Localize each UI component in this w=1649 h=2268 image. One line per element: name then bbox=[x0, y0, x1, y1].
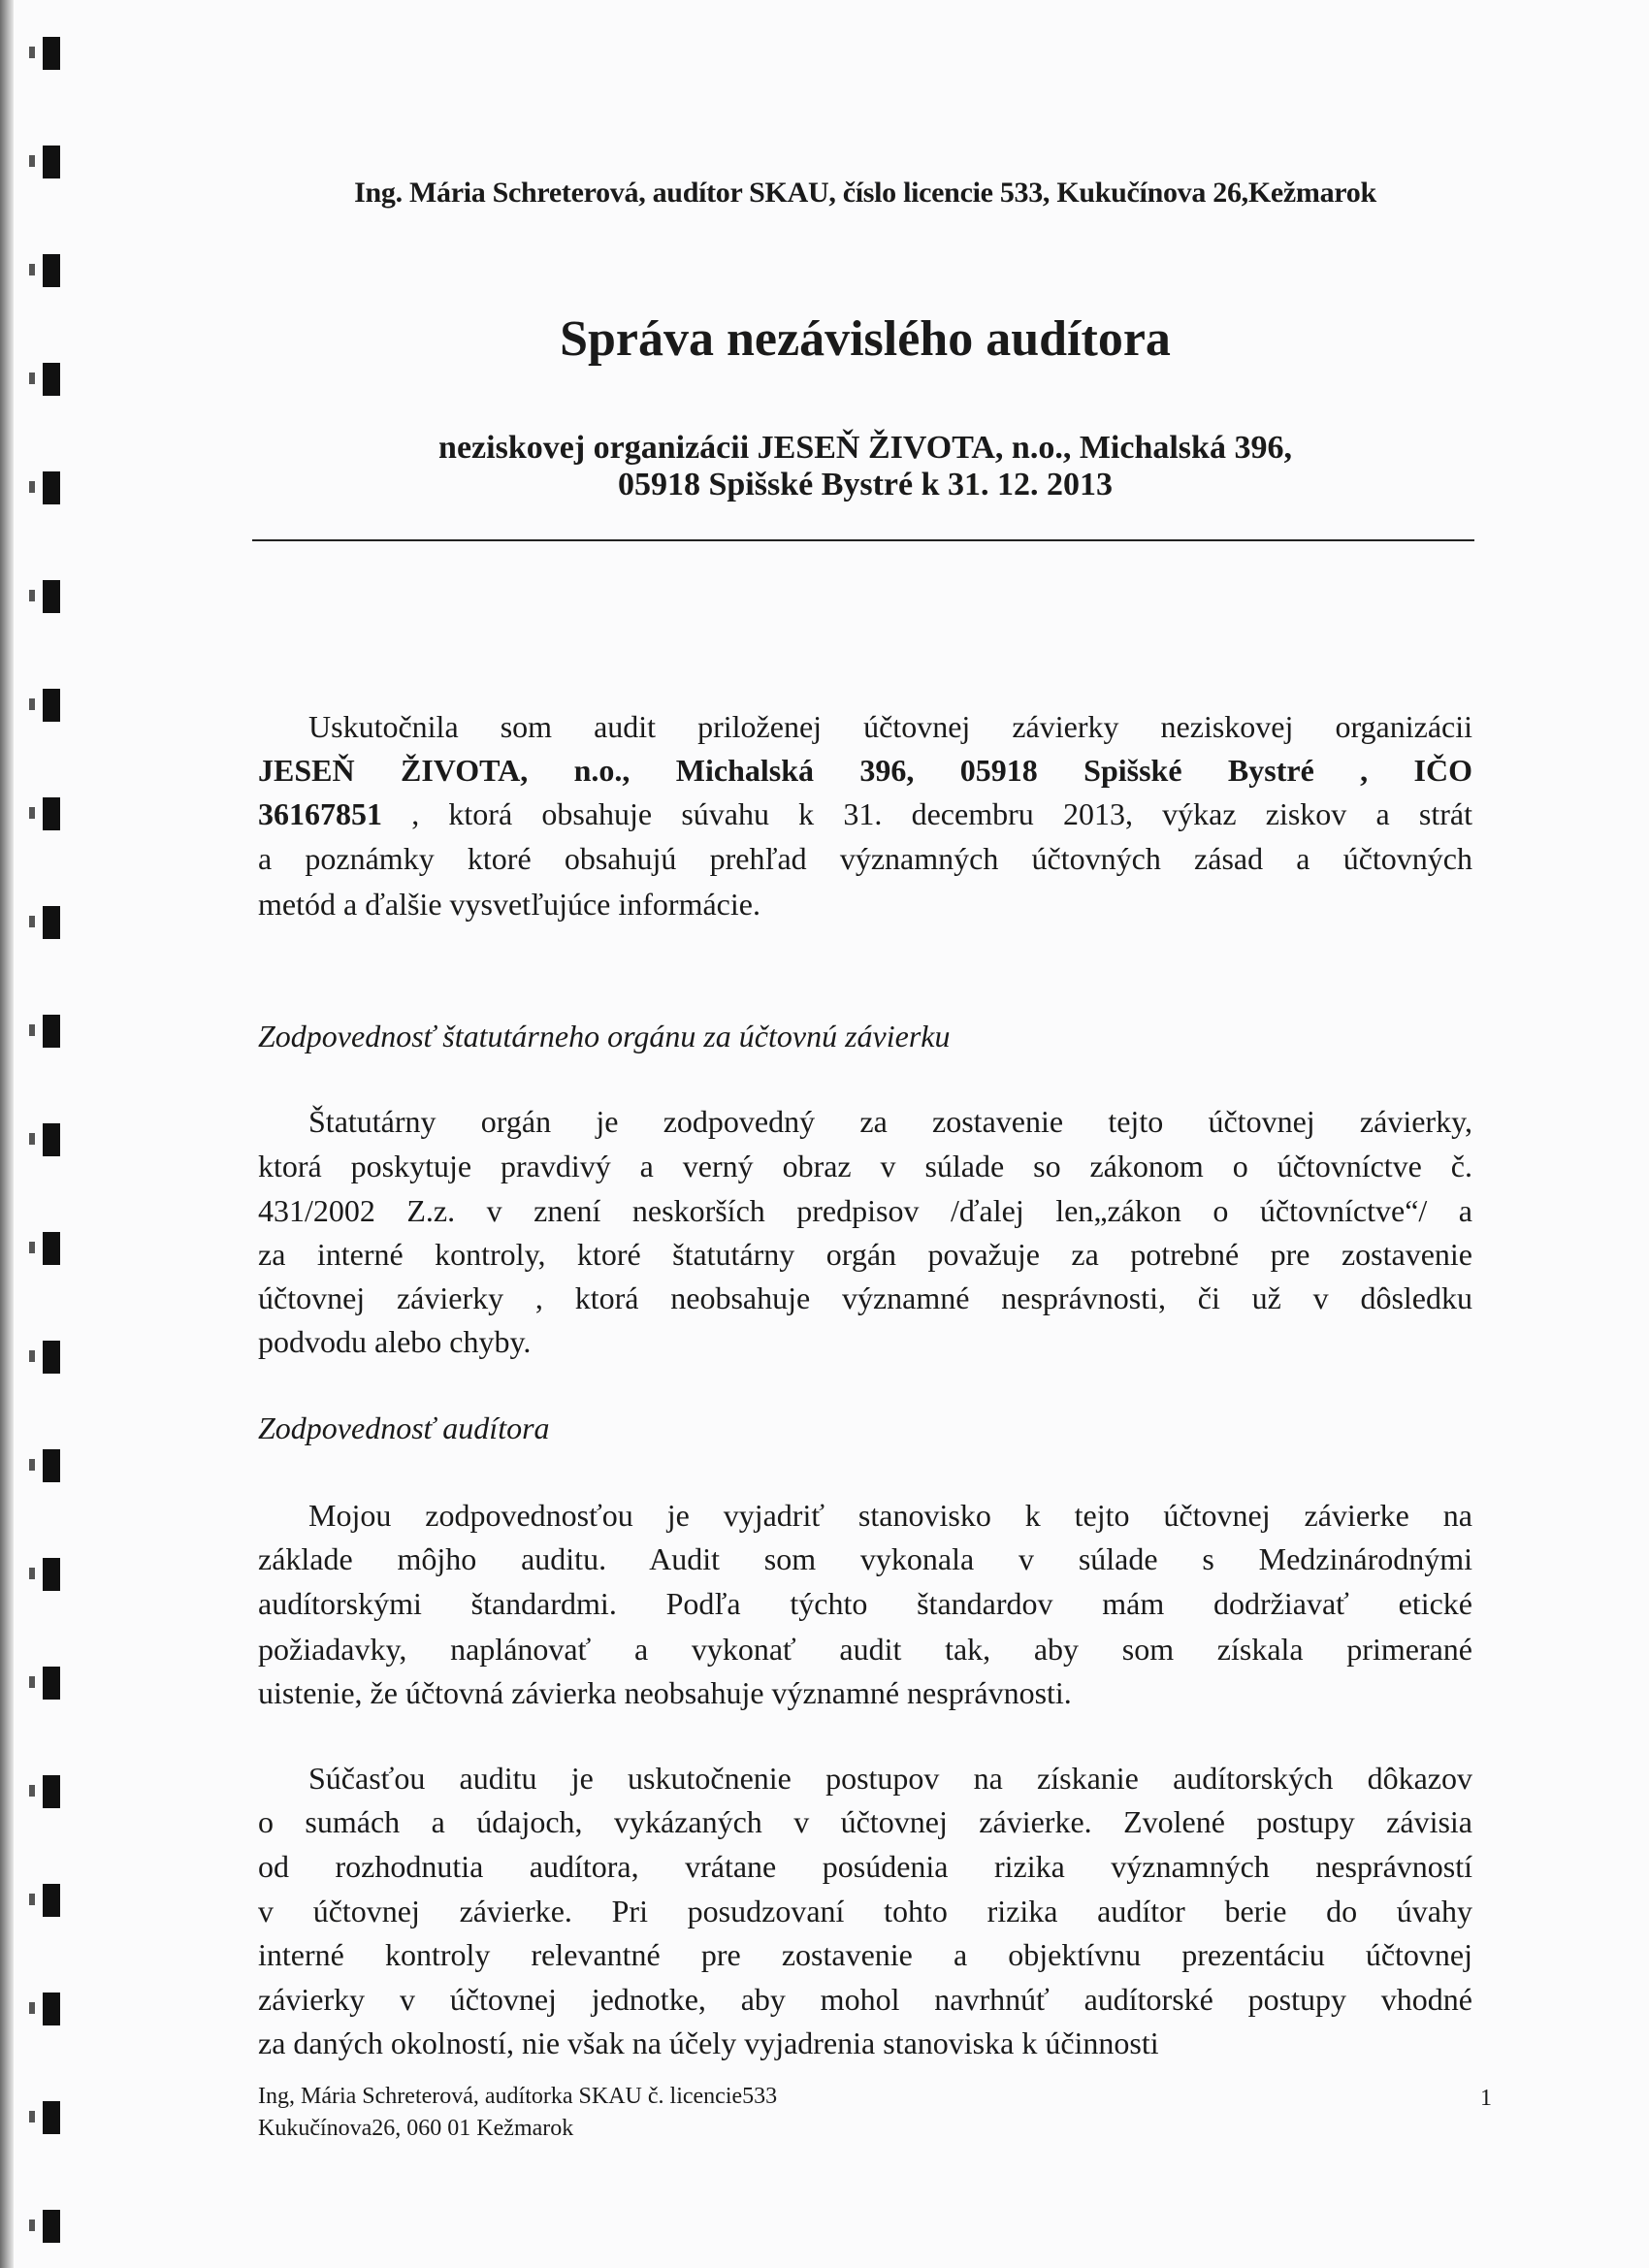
para4-line: od rozhodnutia audítora, vrátane posúdenia rizika významných nesprávností bbox=[258, 1849, 1472, 1884]
para3-line: uistenie, že účtovná závierka neobsahuje významné nesprávnosti. bbox=[258, 1675, 1072, 1710]
para1-line bbox=[258, 839, 1472, 878]
para2-line: účtovnej závierky , ktorá neobsahuje významné nesprávnosti, či už v dôsledku bbox=[258, 1280, 1472, 1315]
para4-line: interné kontroly relevantné pre zostavenie a objektívnu prezentáciu účtovnej bbox=[258, 1937, 1472, 1972]
para3-line: požiadavky, naplánovať a vykonať audit tak, aby som získala primerané bbox=[258, 1632, 1472, 1667]
binding-holes bbox=[29, 0, 35, 2268]
text-run: metód a ďalšie vysvetľujúce informácie. bbox=[258, 887, 760, 922]
para3-line: audítorskými štandardmi. Podľa týchto štandardov mám dodržiavať etické bbox=[258, 1586, 1472, 1621]
para2-line: Štatutárny orgán je zodpovedný za zostavenie tejto účtovnej závierky, bbox=[308, 1104, 1472, 1139]
footer-address: Kukučínova26, 060 01 Kežmarok bbox=[258, 2116, 574, 2141]
text-run: JESEŇ ŽIVOTA, n.o., Michalská 396, 05918 Spišské Bystré , IČO bbox=[258, 753, 1472, 788]
subtitle-address-date: 05918 Spišské Bystré k 31. 12. 2013 bbox=[617, 467, 1114, 502]
spiral-binding bbox=[43, 0, 60, 2268]
page-number: 1 bbox=[1480, 2086, 1492, 2111]
para3-line: Mojou zodpovednosťou je vyjadriť stanovisko k tejto účtovnej závierke na bbox=[308, 1498, 1472, 1533]
subtitle-organization: neziskovej organizácii JESEŇ ŽIVOTA, n.o., Michalská 396, bbox=[438, 430, 1292, 466]
para4-line: v účtovnej závierke. Pri posudzovaní tohto rizika audítor berie do úvahy bbox=[258, 1894, 1472, 1928]
para4-line: závierky v účtovnej jednotke, aby mohol navrhnúť audítorské postupy vhodné bbox=[258, 1982, 1472, 2017]
para2-line: podvodu alebo chyby. bbox=[258, 1324, 532, 1359]
text-run: , ktorá obsahuje súvahu k 31. decembru 2013, výkaz ziskov a strát bbox=[382, 796, 1472, 831]
para1-line bbox=[308, 707, 1472, 746]
para4-line: za daných okolností, nie však na účely vyjadrenia stanoviska k účinnosti bbox=[258, 2025, 1159, 2060]
section-heading-statutory: Zodpovednosť štatutárneho orgánu za účtovnú závierku bbox=[258, 1019, 951, 1053]
text-run: 36167851 bbox=[258, 796, 382, 831]
header-divider bbox=[252, 539, 1474, 541]
para1-line bbox=[258, 885, 1472, 923]
para2-line: za interné kontroly, ktoré štatutárny orgán považuje za potrebné pre zostavenie bbox=[258, 1237, 1472, 1272]
text-run: Uskutočnila som audit priloženej účtovnej závierky neziskovej organizácii bbox=[308, 709, 1472, 744]
para1-line bbox=[258, 751, 1472, 790]
text-run: a poznámky ktoré obsahujú prehľad významných účtovných zásad a účtovných bbox=[258, 841, 1472, 876]
para3-line: základe môjho auditu. Audit som vykonala v súlade s Medzinárodnými bbox=[258, 1541, 1472, 1576]
page-edge-shadow bbox=[0, 0, 14, 2268]
para2-line: ktorá poskytuje pravdivý a verný obraz v súlade so zákonom o účtovníctve č. bbox=[258, 1149, 1472, 1183]
para2-line: 431/2002 Z.z. v znení neskorších predpisov /ďalej len„zákon o účtovníctve“/ a bbox=[258, 1193, 1472, 1228]
document-title: Správa nezávislého audítora bbox=[560, 311, 1171, 367]
para1-line bbox=[258, 794, 1472, 833]
section-heading-auditor: Zodpovednosť audítora bbox=[258, 1410, 550, 1445]
footer-auditor: Ing, Mária Schreterová, audítorka SKAU č. licencie533 bbox=[258, 2084, 778, 2109]
para4-line: o sumách a údajoch, vykázaných v účtovnej závierke. Zvolené postupy závisia bbox=[258, 1804, 1472, 1839]
auditor-header-line: Ing. Mária Schreterová, audítor SKAU, číslo licencie 533, Kukučínova 26,Kežmarok bbox=[354, 177, 1376, 209]
para4-line: Súčasťou auditu je uskutočnenie postupov na získanie audítorských dôkazov bbox=[308, 1761, 1472, 1796]
